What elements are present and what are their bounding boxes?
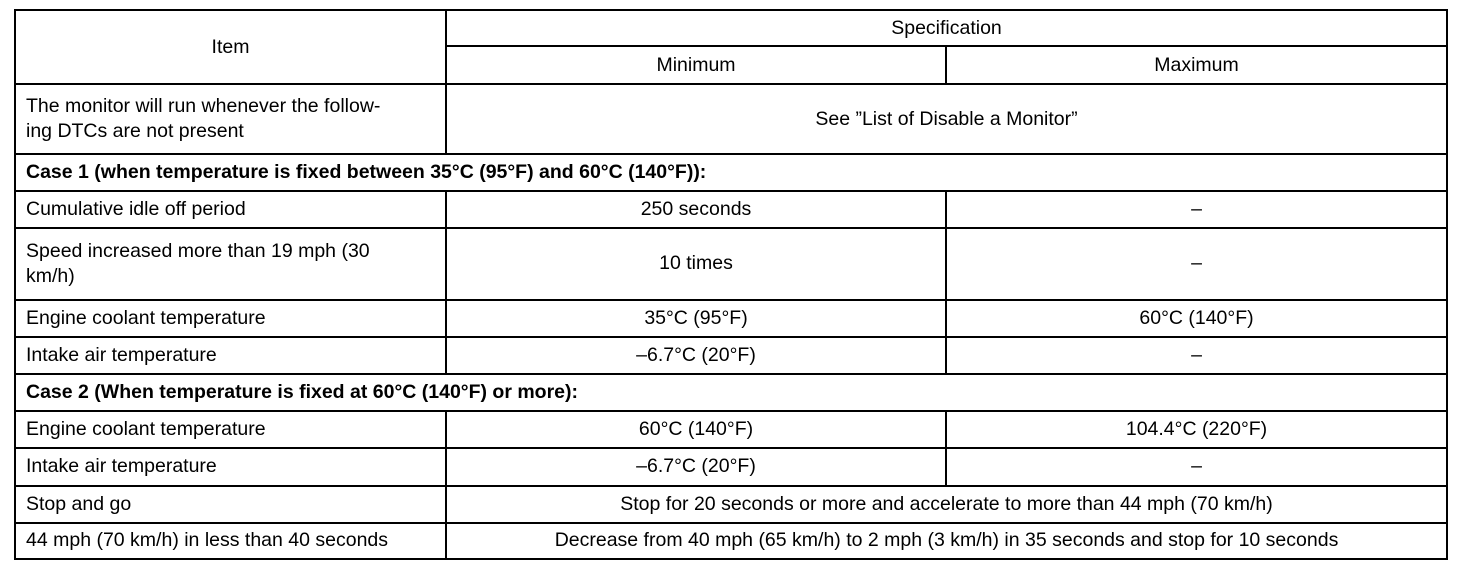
row-min: –6.7°C (20°F) <box>446 448 946 486</box>
table-row <box>15 337 1447 374</box>
case-2-heading: Case 2 (When temperature is fixed at 60°C (140°F) or more): <box>15 374 1447 411</box>
row-min: 60°C (140°F) <box>446 411 946 448</box>
row-merged-spec: See ”List of Disable a Monitor” <box>446 84 1447 154</box>
table-row <box>15 486 1447 523</box>
row-min: 10 times <box>446 228 946 299</box>
header-row-1 <box>15 10 1447 46</box>
row-item: Intake air temperature <box>15 448 446 486</box>
table-row <box>15 228 1447 299</box>
row-max: – <box>946 337 1447 374</box>
row-min: 35°C (95°F) <box>446 300 946 337</box>
row-item: Cumulative idle off period <box>15 191 446 228</box>
table-row <box>15 191 1447 228</box>
row-max: 104.4°C (220°F) <box>946 411 1447 448</box>
header-minimum: Minimum <box>446 46 946 84</box>
table-row <box>15 411 1447 448</box>
row-item: Engine coolant temperature <box>15 411 446 448</box>
table-row <box>15 448 1447 486</box>
table-row <box>15 300 1447 337</box>
case-row <box>15 154 1447 191</box>
header-item: Item <box>15 10 446 84</box>
header-maximum: Maximum <box>946 46 1447 84</box>
row-max: – <box>946 448 1447 486</box>
case-row <box>15 374 1447 411</box>
row-item: Engine coolant temperature <box>15 300 446 337</box>
row-item: Intake air temperature <box>15 337 446 374</box>
table-row <box>15 523 1447 559</box>
row-min: 250 seconds <box>446 191 946 228</box>
row-max: – <box>946 228 1447 299</box>
row-item: The monitor will run whenever the follow- ing DTCs are not present <box>15 84 446 154</box>
row-item: Speed increased more than 19 mph (30 km/h) <box>15 228 446 299</box>
header-specification: Specification <box>446 10 1447 46</box>
row-max: – <box>946 191 1447 228</box>
row-min: –6.7°C (20°F) <box>446 337 946 374</box>
table-row <box>15 84 1447 154</box>
case-1-heading: Case 1 (when temperature is fixed between 35°C (95°F) and 60°C (140°F)): <box>15 154 1447 191</box>
row-merged-spec: Stop for 20 seconds or more and accelerate to more than 44 mph (70 km/h) <box>446 486 1447 523</box>
spec-table <box>14 9 1448 560</box>
row-item: Stop and go <box>15 486 446 523</box>
row-max: 60°C (140°F) <box>946 300 1447 337</box>
row-merged-spec: Decrease from 40 mph (65 km/h) to 2 mph (3 km/h) in 35 seconds and stop for 10 seconds <box>446 523 1447 559</box>
row-item: 44 mph (70 km/h) in less than 40 seconds <box>15 523 446 559</box>
